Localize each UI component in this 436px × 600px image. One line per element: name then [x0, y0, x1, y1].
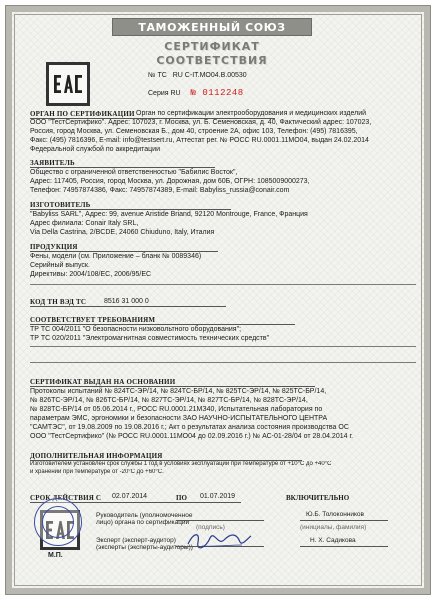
product-line-0: Фены, модели (см. Приложение – бланк № 0089346) [30, 253, 202, 260]
eac-mark-icon [51, 67, 85, 101]
organ-line-0: Орган по сертификации электрооборудования и медицинских изделий [136, 110, 367, 117]
basis-line-4: "САМТЭС", от 19.08.2009 по 19.08.2016 г.; Акт о результатах анализа состояния производства ОС [30, 424, 349, 431]
organ-line-1: ООО "ТестСертифико". Адрес: 107023, г. Москва, ул. Б. Семеновская, д. 40, Фактический адрес: 107023, [30, 119, 372, 126]
eac-logo-icon [46, 62, 90, 106]
head-role-label-2: лицо) органа по сертификации [96, 519, 190, 526]
head-role-label-1: Руководитель (уполномоченное [96, 512, 193, 519]
series-label: Серия RU [148, 90, 181, 97]
basis-label: СЕРТИФИКАТ ВЫДАН НА ОСНОВАНИИ [30, 378, 176, 386]
organ-seal-stamp [34, 498, 82, 546]
head-sign-caption: (подпись) [196, 524, 225, 531]
organ-line-4: Федеральной службой по аккредитации [30, 146, 160, 153]
manufacturer-label: ИЗГОТОВИТЕЛЬ [30, 201, 91, 209]
requirements-line-0: ТР ТС 004/2011 "О безопасности низковольтного оборудования"; [30, 326, 242, 333]
organ-label: ОРГАН ПО СЕРТИФИКАЦИИ [30, 110, 135, 118]
series-serial-red: № 0112248 [190, 88, 244, 98]
mp-mark: М.П. [48, 552, 63, 559]
basis-line-0: Протоколы испытаний № 824ТС-ЭР/14, № 824ТС-БР/14, № 825ТС-ЭР/14, № 825ТС-БР/14, [30, 388, 327, 395]
basis-line-5: ООО "ТестСертифико" (№ РОСС RU.0001.11МО04 до 02.09.2016 г.) № АС-01-28/04 от 28.04.2014 г. [30, 433, 354, 440]
cert-number [148, 72, 247, 79]
head-name-caption: (инициалы, фамилия) [300, 524, 367, 531]
seal-inner-ring [42, 506, 74, 538]
applicant-line-0: Общество с ограниченной ответственностью "Бабилис Восток", [30, 169, 238, 176]
certificate-title: СЕРТИФИКАТ СООТВЕТСТВИЯ [156, 40, 268, 67]
applicant-label: ЗАЯВИТЕЛЬ [30, 159, 75, 167]
head-name: Ю.Б. Толоконников [306, 511, 364, 518]
basis-line-2: № 828ТС-БР/14 от 05.06.2014 г., РОСС RU.0001.21МЗ40, Испытательная лаборатория по [30, 406, 323, 413]
expert-name-line [300, 546, 388, 547]
organ-line-2: Россия, город Москва, ул. Семеновская Б., дом 40, строение 2А, офис 103, Телефон: (495) 7816395, [30, 128, 358, 135]
head-signature-line [176, 520, 264, 521]
divider [30, 284, 416, 285]
expert-handwritten-signature [184, 528, 254, 550]
tn-ved-label: КОД ТН ВЭД ТС [30, 298, 87, 306]
expert-name: Н. Х. Садикова [310, 537, 356, 544]
additional-line-0: Изготовителем установлен срок службы 1 год в условиях эксплуатации при температуре от +10°С до +40°С [30, 461, 332, 467]
requirements-line-1: ТР ТС 020/2011 "Электромагнитная совместимость технических средств" [30, 335, 270, 342]
product-label: ПРОДУКЦИЯ [30, 243, 78, 251]
divider [30, 346, 416, 347]
product-line-1: Серийный выпуск. [30, 262, 90, 269]
validity-inclusive: ВКЛЮЧИТЕЛЬНО [286, 494, 350, 502]
series-number [148, 88, 244, 98]
validity-to-value: 01.07.2019 [200, 493, 236, 500]
manufacturer-line-1: Адрес филиала: Conair Italy SRL, [30, 220, 139, 227]
manufacturer-line-0: "Babyliss SARL", Адрес: 99, avenue Aristide Briand, 92120 Montrouge, France, Франция [30, 211, 308, 218]
requirements-label: СООТВЕТСТВУЕТ ТРЕБОВАНИЯМ [30, 316, 156, 324]
product-line-2: Директивы: 2004/108/EC, 2006/95/EC [30, 271, 152, 278]
validity-to-label: ПО [176, 494, 187, 502]
expert-role-label-1: Эксперт (эксперт-аудитор) [96, 537, 176, 544]
validity-from-value: 02.07.2014 [112, 493, 148, 500]
tn-ved-value: 8516 31 000 0 [104, 298, 149, 305]
cert-number-value: RU C-IT.МО04.В.00530 [172, 72, 247, 79]
union-title-banner: ТАМОЖЕННЫЙ СОЮЗ [112, 18, 312, 36]
basis-line-3: параметрам ЭМС, эргономики и безопасности ЗАО НАУЧНО-ИСПЫТАТЕЛЬНОГО ЦЕНТРА [30, 415, 328, 422]
divider [30, 362, 416, 363]
additional-line-1: и хранении при температуре от -20°С до +60°С. [30, 469, 164, 475]
additional-label: ДОПОЛНИТЕЛЬНАЯ ИНФОРМАЦИЯ [30, 452, 163, 460]
cert-number-label: № ТС [148, 72, 167, 79]
organ-line-3: Факс: (495) 7816396, E-mail: info@testsert.ru, Аттестат рег. № POCC RU.0001.11МО04, выдан 24.02.2014 [30, 137, 369, 144]
validity-from-label: СРОК ДЕЙСТВИЯ С [30, 494, 102, 502]
manufacturer-line-2: Via Della Castrina, 2/BCDE, 24060 Chiuduno, Italy, Италия [30, 229, 215, 236]
expert-role-label-2: (эксперты (эксперты-аудиторы)) [96, 544, 193, 551]
basis-line-1: № 826ТС-ЭР/14, № 826ТС-БР/14, № 827ТС-ЭР/14, № 827ТС-БР/14, № 828ТС-ЭР/14, [30, 397, 308, 404]
applicant-line-1: Адрес: 117405, Россия, город Москва, ул. Дорожная, дом 60Б, ОГРН: 1085009000273, [30, 178, 310, 185]
applicant-line-2: Телефон: 74957874386, Факс: 74957874389, E-mail: Babyliss_russia@conair.com [30, 187, 290, 194]
head-name-line [300, 520, 388, 521]
